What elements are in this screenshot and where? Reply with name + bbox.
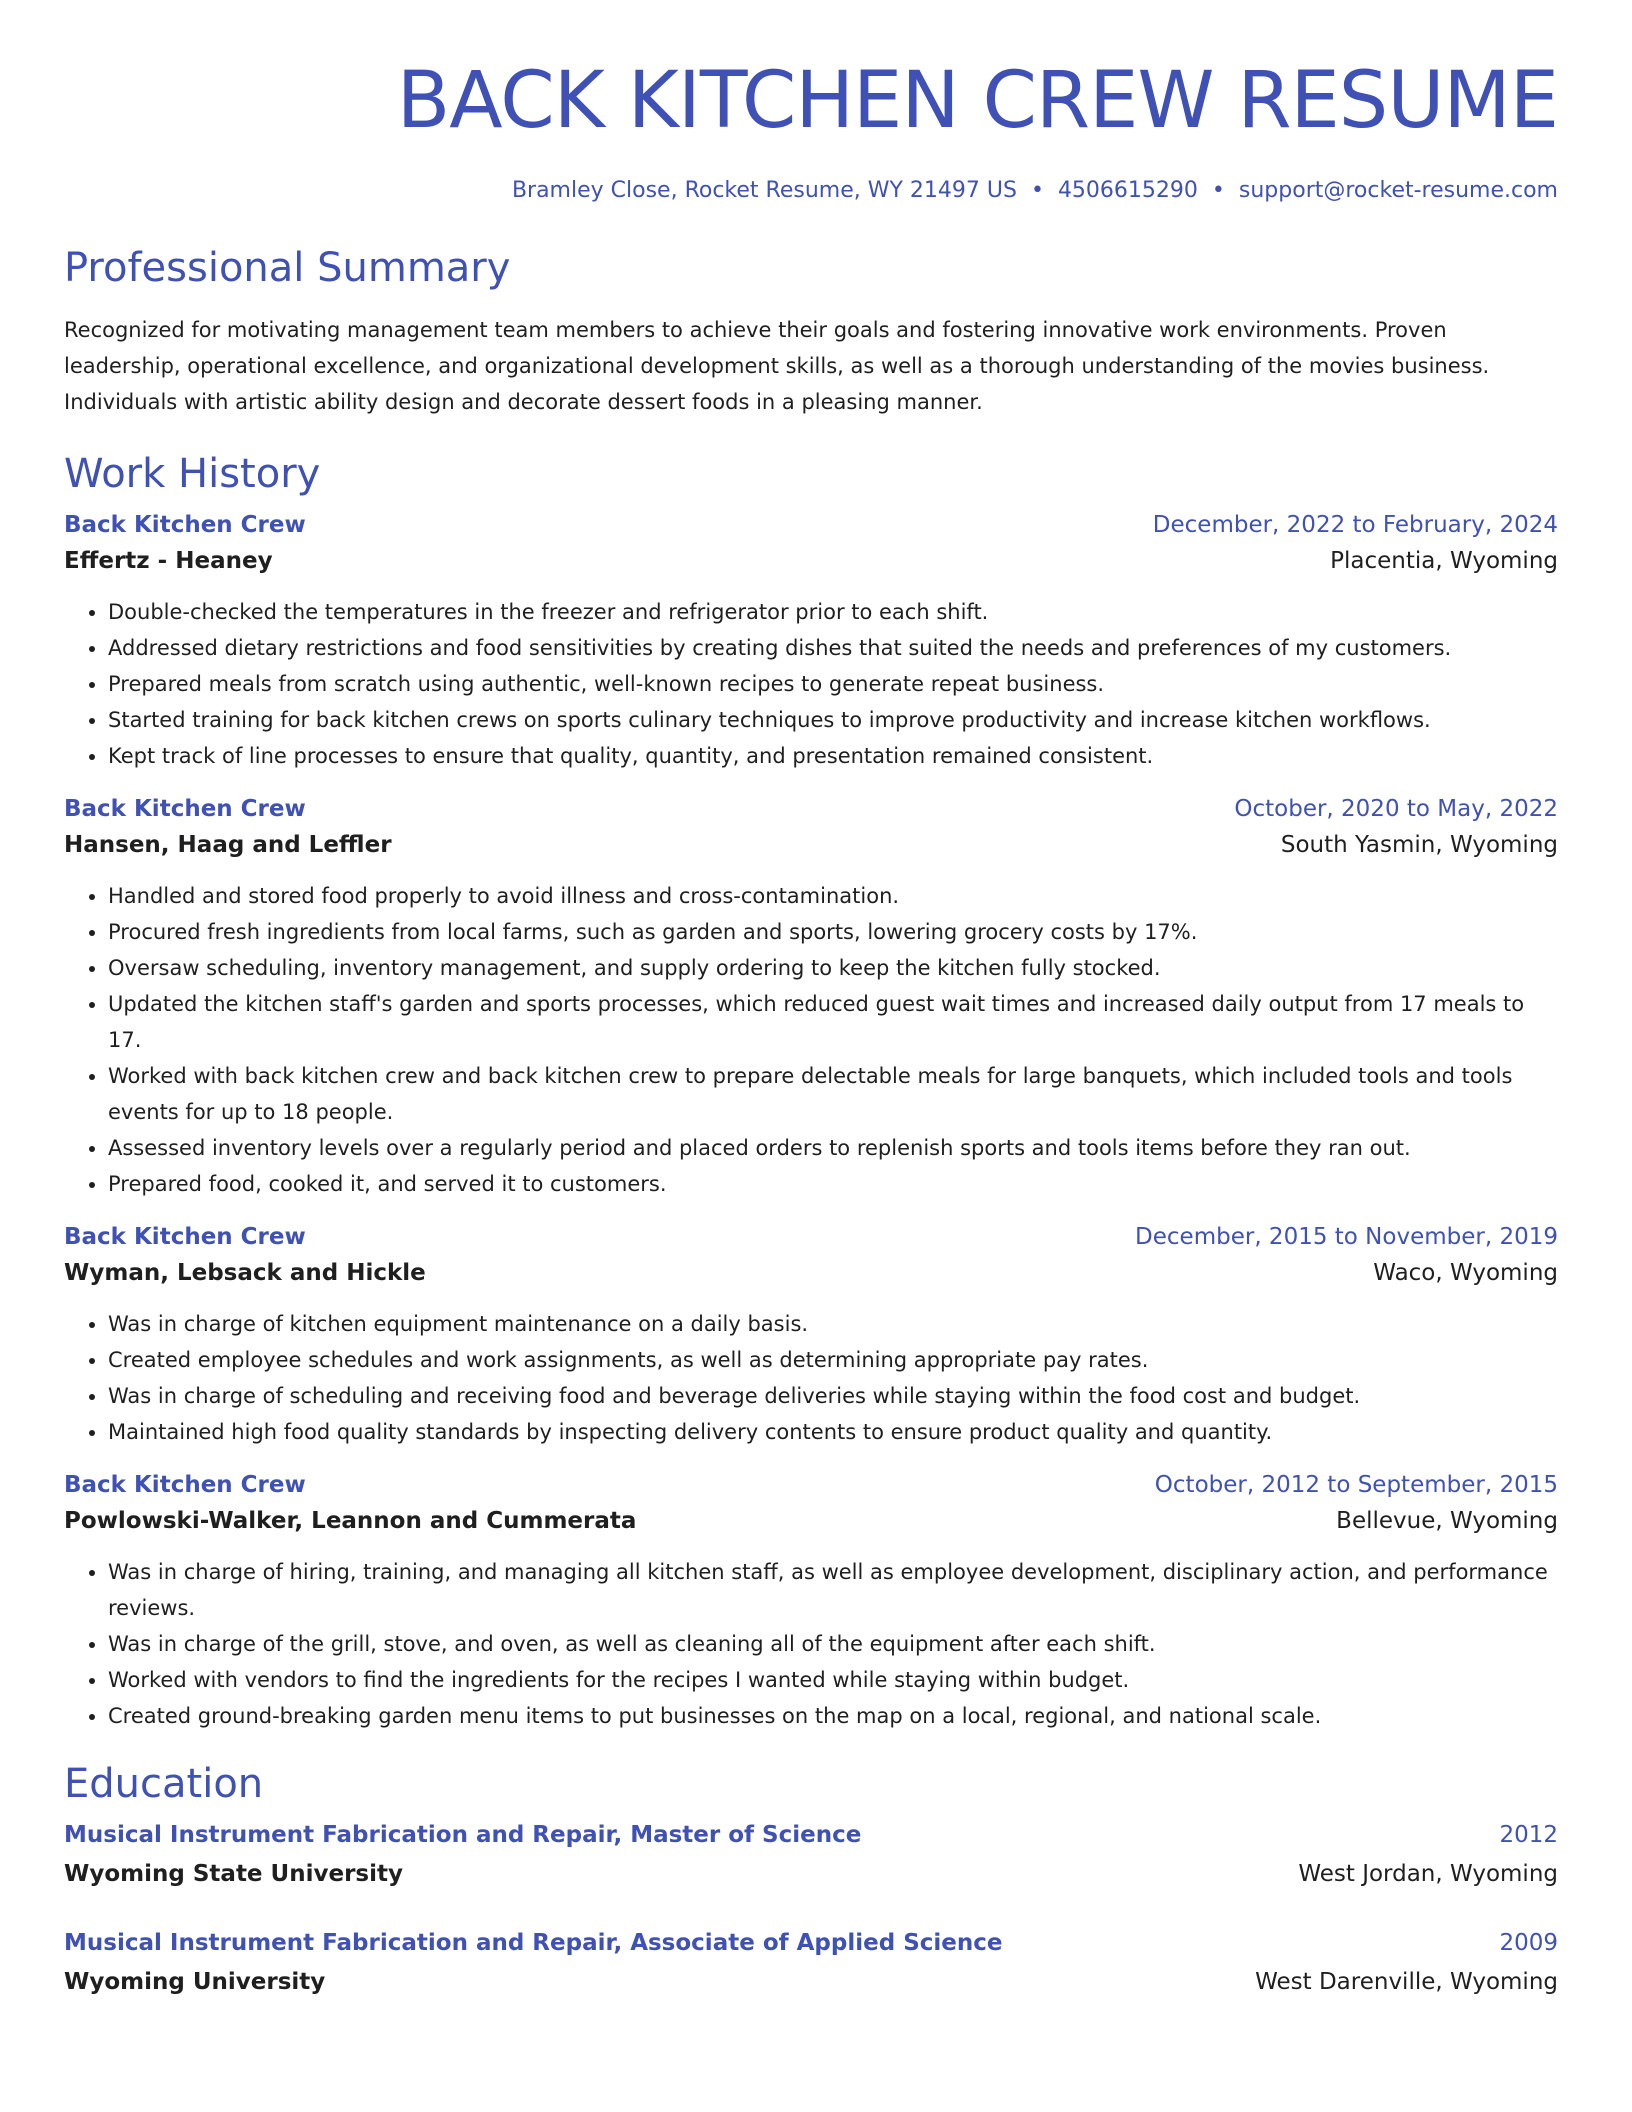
education-entry	[64, 1816, 1558, 1894]
job-location: Bellevue, Wyoming	[1336, 1508, 1558, 1534]
education-location: West Jordan, Wyoming	[1298, 1861, 1558, 1887]
job-company: Hansen, Haag and Leffler	[64, 832, 392, 858]
job-bullet: • Was in charge of kitchen equipment maintenance on a daily basis.	[108, 1306, 1558, 1342]
contact-separator: •	[1030, 178, 1044, 203]
job-role: Back Kitchen Crew	[64, 796, 306, 822]
job-bullets	[64, 878, 1558, 1202]
education-degree-row	[64, 1816, 1558, 1854]
education-school: Wyoming State University	[64, 1861, 403, 1887]
job-bullets	[64, 1554, 1558, 1734]
job-bullet: • Was in charge of hiring, training, and managing all kitchen staff, as well as employee development, disciplinary action, and performance reviews.	[108, 1554, 1558, 1626]
job-bullet: • Created ground-breaking garden menu items to put businesses on the map on a local, regional, and national scale.	[108, 1698, 1558, 1734]
job-dates: December, 2015 to November, 2019	[1135, 1224, 1558, 1250]
job-entry	[64, 792, 1558, 1202]
job-company: Powlowski-Walker, Leannon and Cummerata	[64, 1508, 637, 1534]
job-bullet: • Was in charge of scheduling and receiving food and beverage deliveries while staying within the food cost and budget.	[108, 1378, 1558, 1414]
contact-line	[64, 176, 1558, 206]
education-entry	[64, 1924, 1558, 2002]
contact-email: support@rocket-resume.com	[1238, 178, 1558, 203]
education-school: Wyoming University	[64, 1969, 326, 1995]
job-bullet: • Worked with vendors to find the ingredients for the recipes I wanted while staying within budget.	[108, 1662, 1558, 1698]
education-school-row	[64, 1962, 1558, 2002]
job-entry	[64, 1220, 1558, 1450]
job-company-row	[64, 826, 1558, 864]
job-bullet: • Assessed inventory levels over a regularly period and placed orders to replenish sports and tools items before they ran out.	[108, 1130, 1558, 1166]
job-bullets	[64, 594, 1558, 774]
education-heading: Education	[64, 1761, 264, 1807]
job-bullet: • Kept track of line processes to ensure that quality, quantity, and presentation remained consistent.	[108, 738, 1558, 774]
job-bullet: • Procured fresh ingredients from local farms, such as garden and sports, lowering grocery costs by 17%.	[108, 914, 1558, 950]
summary-heading: Professional Summary	[64, 245, 511, 291]
education-location: West Darenville, Wyoming	[1255, 1969, 1558, 1995]
job-bullet: • Prepared meals from scratch using authentic, well-known recipes to generate repeat business.	[108, 666, 1558, 702]
job-company: Effertz - Heaney	[64, 548, 273, 574]
contact-phone: 4506615290	[1057, 178, 1198, 203]
job-role-row	[64, 1220, 1558, 1254]
job-dates: October, 2020 to May, 2022	[1234, 796, 1558, 822]
summary-text: Recognized for motivating management team members to achieve their goals and fostering innovative work environments. Proven leadership, operational excellence, and organizational development skills, as well as a thorough understanding of the movies business. Individuals with artistic ability design and decorate dessert foods in a pleasing manner.	[64, 318, 1490, 414]
job-role-row	[64, 1468, 1558, 1502]
job-role-row	[64, 792, 1558, 826]
job-bullet: • Started training for back kitchen crews on sports culinary techniques to improve productivity and increase kitchen workflows.	[108, 702, 1558, 738]
job-entry	[64, 1468, 1558, 1734]
job-dates: December, 2022 to February, 2024	[1152, 512, 1558, 538]
resume-title: BACK KITCHEN CREW RESUME	[396, 56, 1558, 146]
job-role: Back Kitchen Crew	[64, 1472, 306, 1498]
resume-page	[64, 0, 1558, 2002]
job-location: Placentia, Wyoming	[1330, 548, 1558, 574]
contact-separator: •	[1211, 178, 1225, 203]
job-company-row	[64, 1254, 1558, 1292]
education-degree: Musical Instrument Fabrication and Repair, Associate of Applied Science	[64, 1930, 1003, 1956]
job-bullet: • Oversaw scheduling, inventory management, and supply ordering to keep the kitchen fully stocked.	[108, 950, 1558, 986]
job-company-row	[64, 1502, 1558, 1540]
contact-address: Bramley Close, Rocket Resume, WY 21497 US	[511, 178, 1017, 203]
job-dates: October, 2012 to September, 2015	[1154, 1472, 1558, 1498]
education-degree: Musical Instrument Fabrication and Repair, Master of Science	[64, 1822, 862, 1848]
job-location: South Yasmin, Wyoming	[1280, 832, 1558, 858]
education-year: 2012	[1499, 1822, 1558, 1848]
job-entry	[64, 508, 1558, 774]
job-role-row	[64, 508, 1558, 542]
job-bullet: • Double-checked the temperatures in the freezer and refrigerator prior to each shift.	[108, 594, 1558, 630]
job-bullet: • Worked with back kitchen crew and back kitchen crew to prepare delectable meals for large banquets, which included tools and tools events for up to 18 people.	[108, 1058, 1558, 1130]
education-school-row	[64, 1854, 1558, 1894]
job-company-row	[64, 542, 1558, 580]
job-bullet: • Created employee schedules and work assignments, as well as determining appropriate pay rates.	[108, 1342, 1558, 1378]
job-bullet: • Prepared food, cooked it, and served it to customers.	[108, 1166, 1558, 1202]
job-location: Waco, Wyoming	[1373, 1260, 1558, 1286]
work-history-heading: Work History	[64, 451, 321, 497]
job-bullet: • Maintained high food quality standards by inspecting delivery contents to ensure product quality and quantity.	[108, 1414, 1558, 1450]
job-role: Back Kitchen Crew	[64, 1224, 306, 1250]
resume-header	[64, 0, 1558, 206]
education-year: 2009	[1499, 1930, 1558, 1956]
education-degree-row	[64, 1924, 1558, 1962]
job-role: Back Kitchen Crew	[64, 512, 306, 538]
job-bullet: • Addressed dietary restrictions and food sensitivities by creating dishes that suited the needs and preferences of my customers.	[108, 630, 1558, 666]
job-bullet: • Was in charge of the grill, stove, and oven, as well as cleaning all of the equipment after each shift.	[108, 1626, 1558, 1662]
job-bullet: • Updated the kitchen staff's garden and sports processes, which reduced guest wait times and increased daily output from 17 meals to 17.	[108, 986, 1558, 1058]
job-bullet: • Handled and stored food properly to avoid illness and cross-contamination.	[108, 878, 1558, 914]
job-bullets	[64, 1306, 1558, 1450]
job-company: Wyman, Lebsack and Hickle	[64, 1260, 426, 1286]
